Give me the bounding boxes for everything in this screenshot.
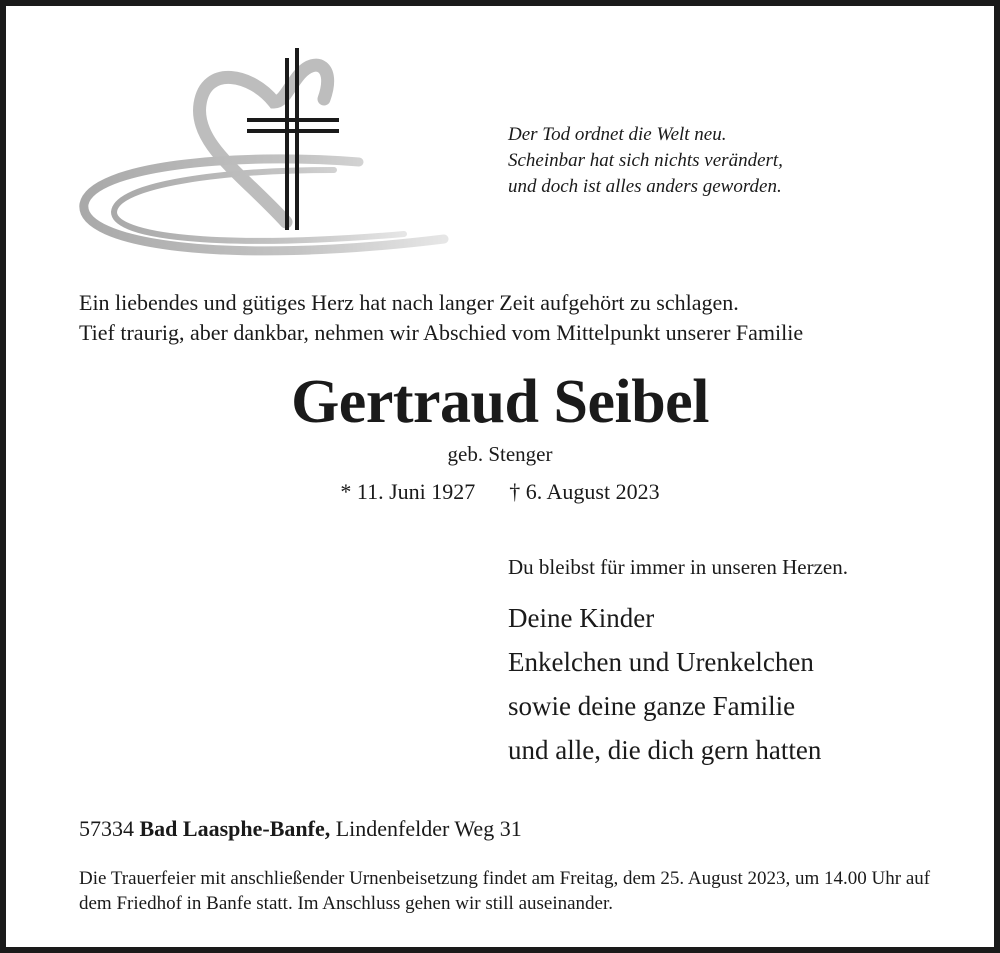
mourners-list [508,596,821,772]
deceased-name: Gertraud Seibel [291,368,709,436]
quote-line: Der Tod ordnet die Welt neu. [508,124,727,145]
death-date: † 6. August 2023 [509,479,660,504]
heart-cross-icon [74,44,454,274]
mourner-line: Deine Kinder [508,603,655,633]
mourner-line: sowie deine ganze Familie [508,691,796,721]
quote [508,122,783,200]
birth-date: * 11. Juni 1927 [340,479,476,504]
life-dates [6,477,994,507]
address [79,814,522,844]
intro-text [79,288,939,348]
motto: Du bleibst für immer in unseren Herzen. [508,555,848,579]
intro-line: Ein liebendes und gütiges Herz hat nach langer Zeit aufgehört zu schlagen. [79,290,739,315]
address-street: Lindenfelder Weg 31 [335,816,522,841]
intro-line: Tief traurig, aber dankbar, nehmen wir Abschied vom Mittelpunkt unserer Familie [79,320,804,345]
mourner-line: und alle, die dich gern hatten [508,735,822,765]
funeral-notice: Die Trauerfeier mit anschließender Urnenbeisetzung findet am Freitag, dem 25. August 2023, um 14.00 Uhr auf dem Friedhof in Banfe statt. Im Anschluss gehen wir still auseinander. [79,868,931,914]
mourner-line: Enkelchen und Urenkelchen [508,647,814,677]
quote-line: und doch ist alles anders geworden. [508,176,782,197]
address-town: Bad Laasphe-Banfe, [139,816,331,841]
maiden-name: geb. Stenger [447,442,553,466]
address-postcode: 57334 [79,816,134,841]
quote-line: Scheinbar hat sich nichts verändert, [508,150,783,171]
